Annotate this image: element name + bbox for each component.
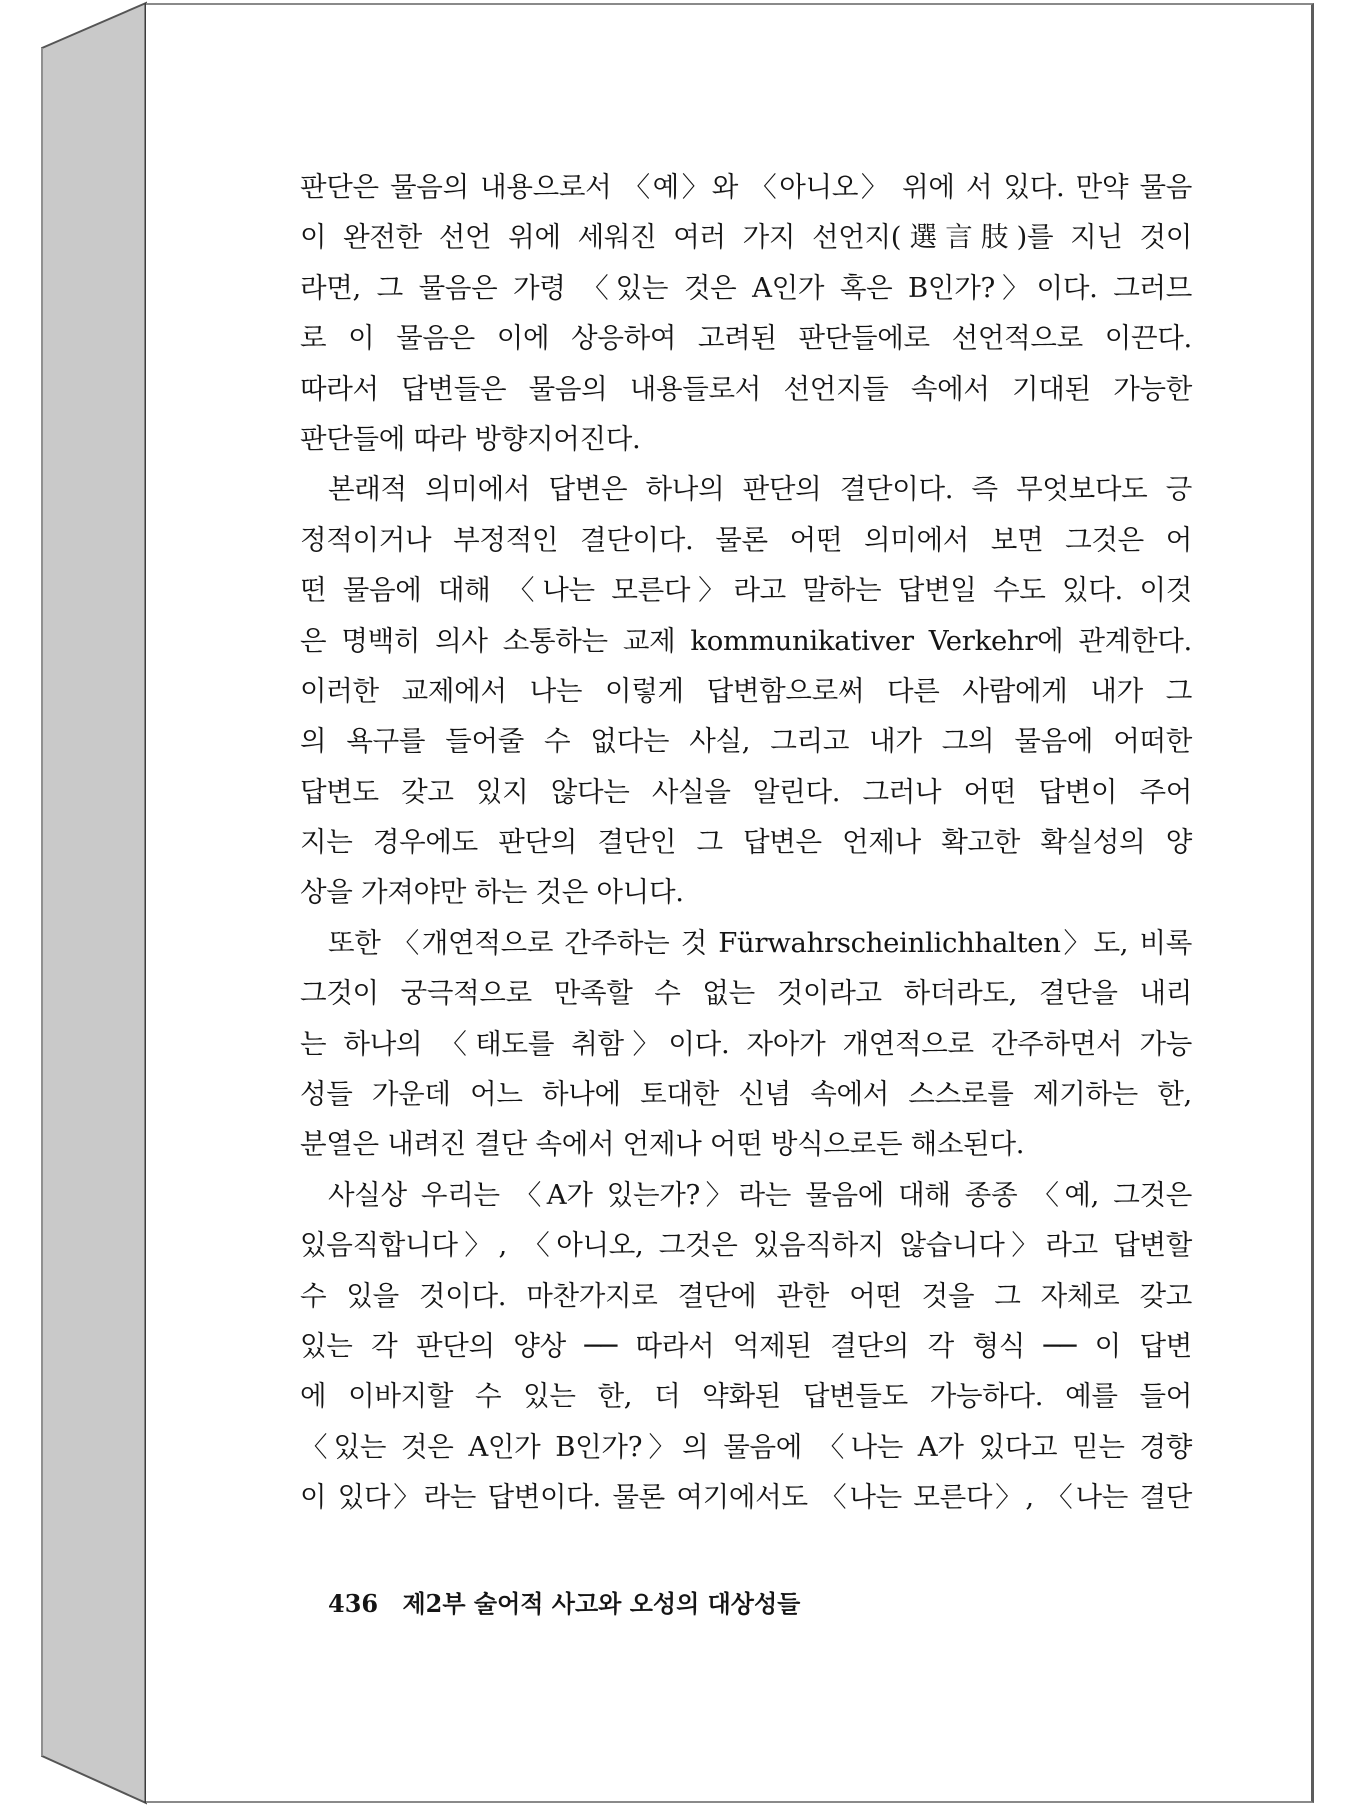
text-line: 떤 물음에 대해 〈나는 모른다〉라고 말하는 답변일 수도 있다. 이것: [300, 574, 1192, 607]
text-line: 판단들에 따라 방향지어진다.: [300, 422, 641, 455]
text-line: 이 완전한 선언 위에 세워진 여러 가지 선언지(選言肢)를 지닌 것이: [300, 221, 1192, 254]
text-line: 성들 가운데 어느 하나에 토대한 신념 속에서 스스로를 제기하는 한,: [300, 1078, 1192, 1111]
text-line: 정적이거나 부정적인 결단이다. 물론 어떤 의미에서 보면 그것은 어: [300, 523, 1192, 556]
text-line: 답변도 갖고 있지 않다는 사실을 알린다. 그러나 어떤 답변이 주어: [300, 775, 1192, 808]
text-line: 수 있을 것이다. 마찬가지로 결단에 관한 어떤 것을 그 자체로 갖고: [300, 1279, 1192, 1312]
running-head: 제2부 술어적 사고와 오성의 대상성들: [402, 1589, 801, 1618]
text-line: 따라서 답변들은 물음의 내용들로서 선언지들 속에서 기대된 가능한: [300, 372, 1192, 405]
text-line: 있음직합니다〉, 〈아니오, 그것은 있음직하지 않습니다〉라고 답변할: [300, 1229, 1192, 1262]
text-line: 지는 경우에도 판단의 결단인 그 답변은 언제나 확고한 확실성의 양: [300, 826, 1192, 859]
text-line: 로 이 물음은 이에 상응하여 고려된 판단들에로 선언적으로 이끈다.: [300, 322, 1192, 355]
text-line: 라면, 그 물음은 가령 〈있는 것은 A인가 혹은 B인가?〉이다. 그러므: [300, 271, 1192, 304]
text-line: 은 명백히 의사 소통하는 교제 kommunikativer Verkehr에 관계한다.: [300, 624, 1192, 657]
paragraph: [300, 918, 1192, 1170]
text-line: 의 욕구를 들어줄 수 없다는 사실, 그리고 내가 그의 물음에 어떠한: [300, 725, 1192, 758]
paragraph: [300, 1170, 1192, 1523]
text-line: 또한 〈개연적으로 간주하는 것 Fürwahrscheinlichhalten〉도, 비록: [328, 926, 1192, 959]
text-line: 그것이 궁극적으로 만족할 수 없는 것이라고 하더라도, 결단을 내리: [300, 977, 1192, 1010]
text-line: 이 있다〉라는 답변이다. 물론 여기에서도 〈나는 모른다〉, 〈나는 결단: [300, 1481, 1192, 1514]
text-line: 사실상 우리는 〈A가 있는가?〉라는 물음에 대해 종종 〈예, 그것은: [328, 1178, 1192, 1211]
page-sheet: [146, 3, 1314, 1803]
text-line: 상을 가져야만 하는 것은 아니다.: [300, 876, 684, 909]
body-text: [300, 162, 1192, 1523]
text-line: 에 이바지할 수 있는 한, 더 약화된 답변들도 가능하다. 예를 들어: [300, 1380, 1192, 1413]
paragraph: [300, 464, 1192, 918]
page-footer: [328, 1584, 800, 1619]
text-line: 판단은 물음의 내용으로서 〈예〉와 〈아니오〉 위에 서 있다. 만약 물음: [300, 171, 1192, 203]
text-line: 있는 각 판단의 양상 ── 따라서 억제된 결단의 각 형식 ── 이 답변: [300, 1329, 1192, 1362]
text-line: 〈있는 것은 A인가 B인가?〉의 물음에 〈나는 A가 있다고 믿는 경향: [300, 1430, 1192, 1463]
page-number: 436: [328, 1589, 379, 1618]
text-line: 분열은 내려진 결단 속에서 언제나 어떤 방식으로든 해소된다.: [300, 1128, 1025, 1161]
text-line: 는 하나의 〈태도를 취함〉이다. 자아가 개연적으로 간주하면서 가능: [300, 1027, 1192, 1060]
paragraph: [300, 162, 1192, 464]
text-line: 이러한 교제에서 나는 이렇게 답변함으로써 다른 사람에게 내가 그: [300, 674, 1192, 707]
text-line: 본래적 의미에서 답변은 하나의 판단의 결단이다. 즉 무엇보다도 긍: [328, 473, 1192, 506]
